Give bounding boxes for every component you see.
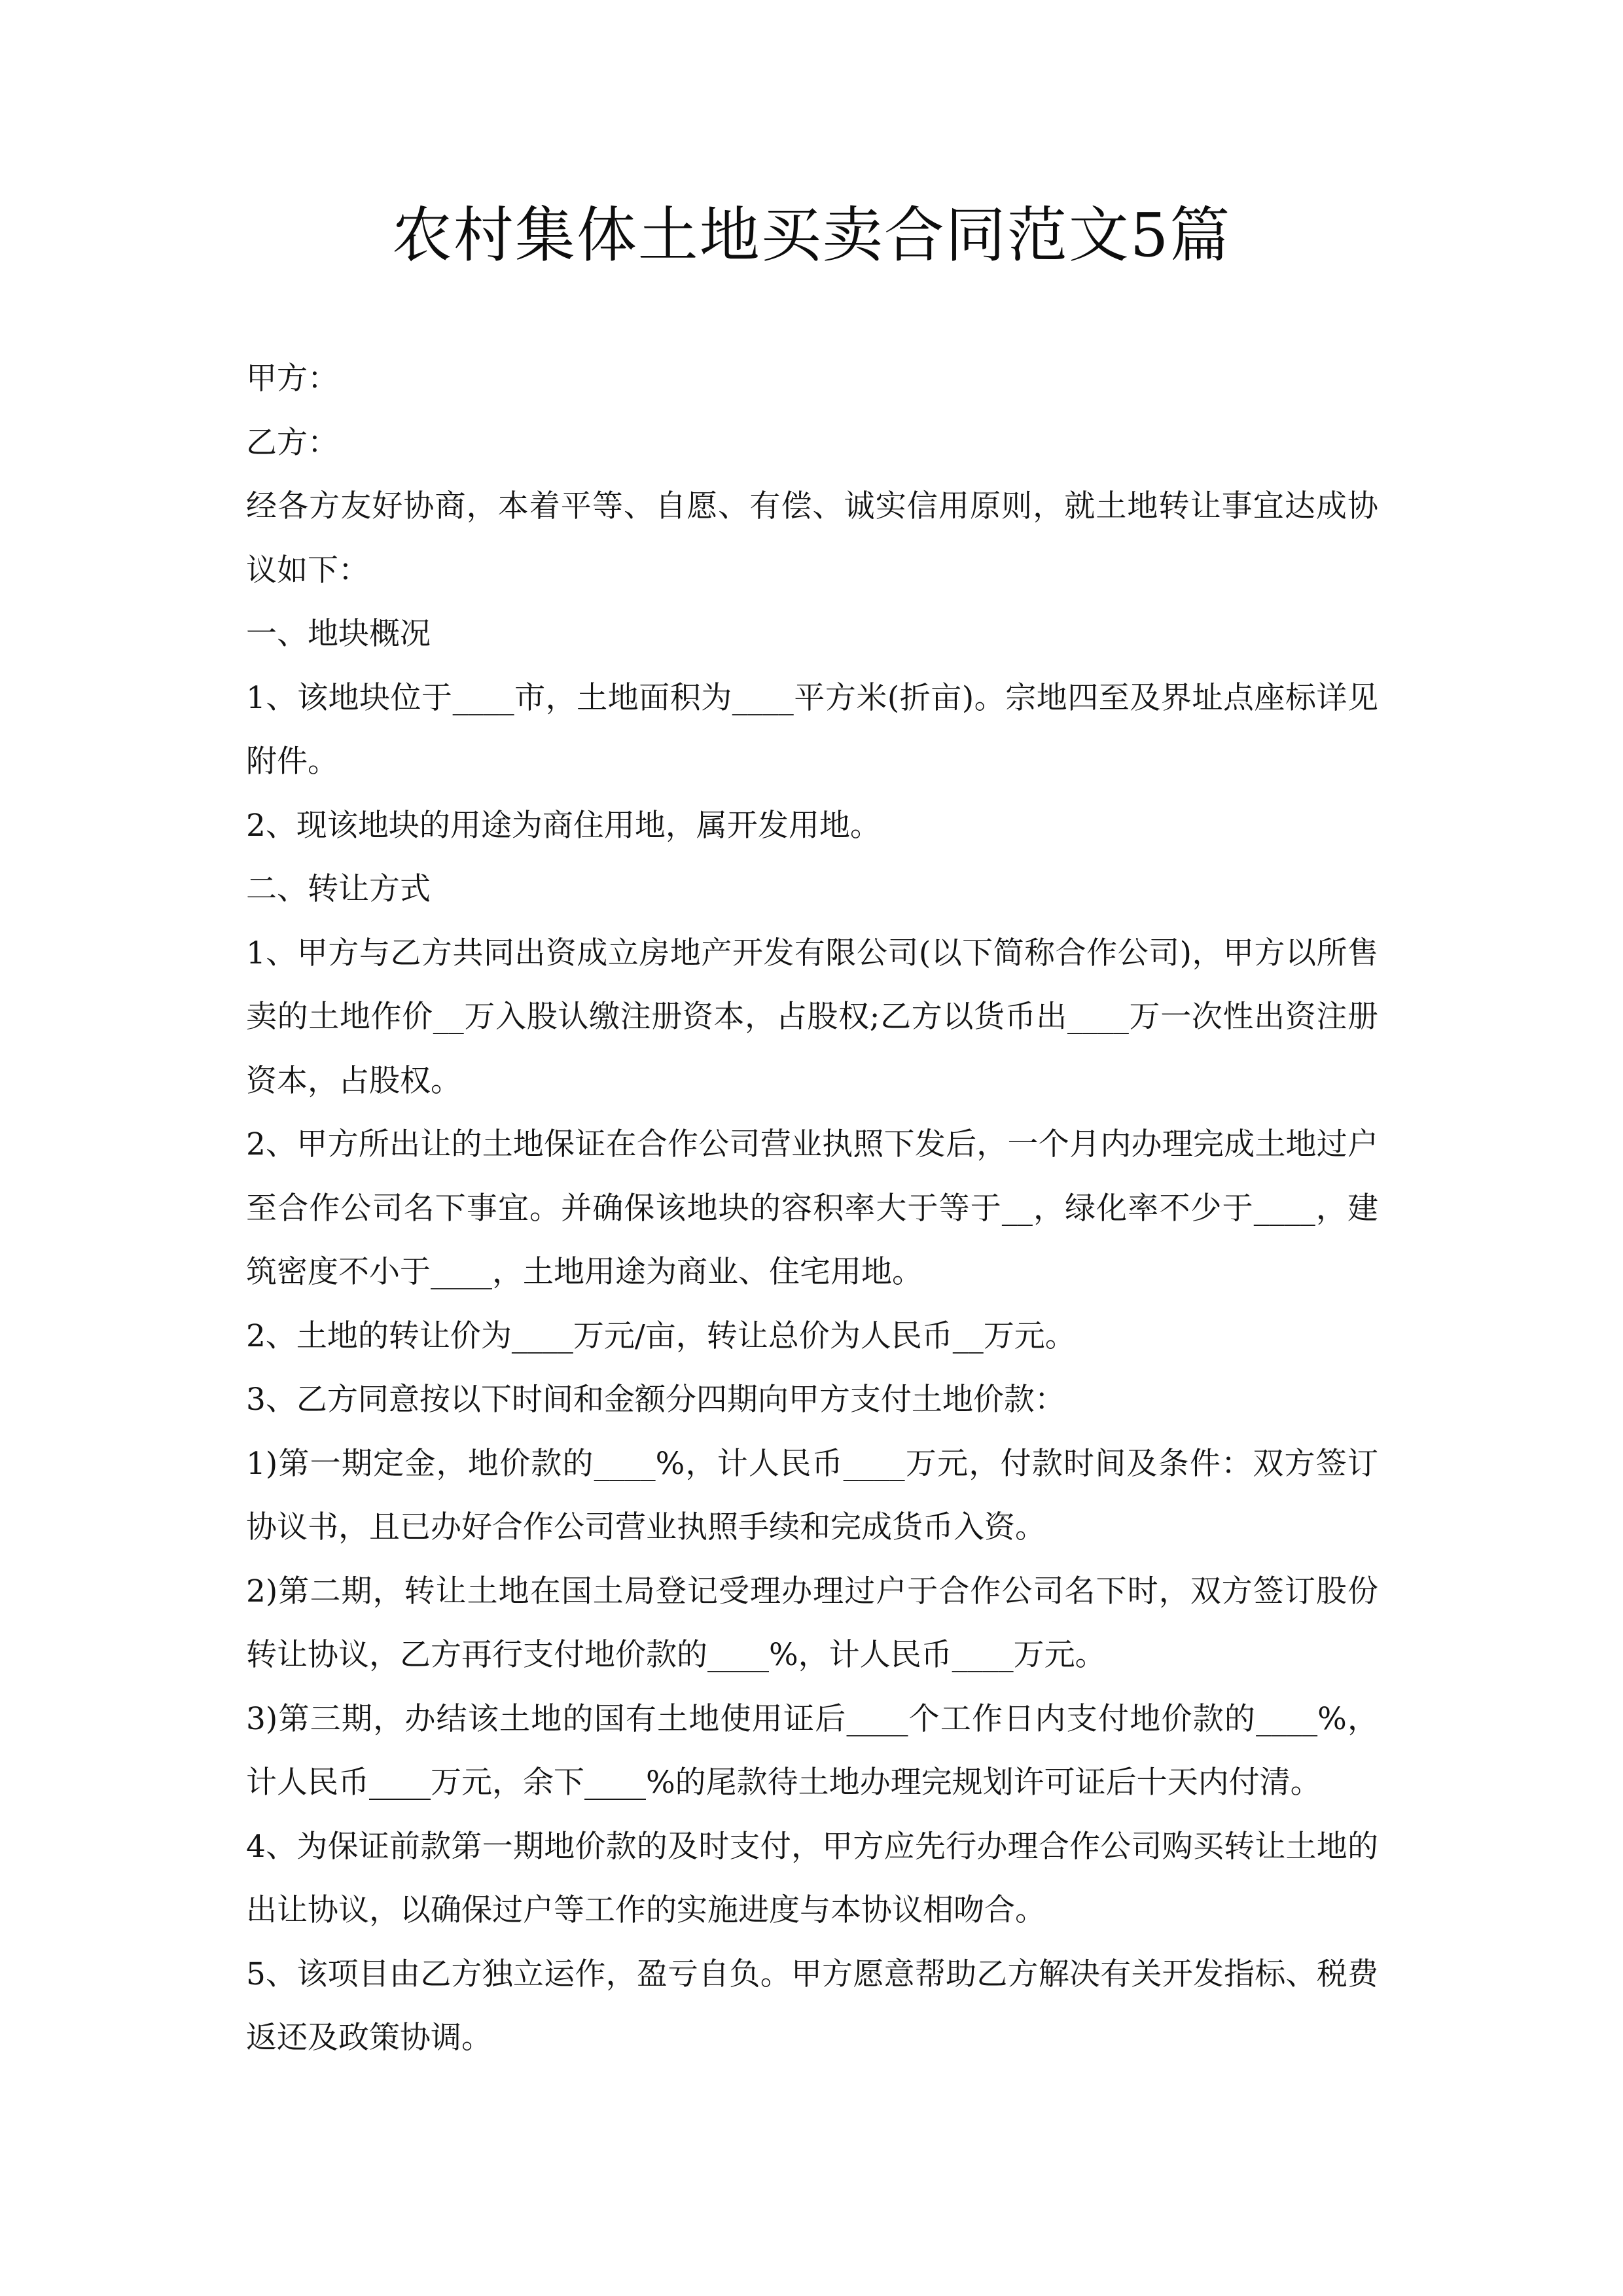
- preamble-paragraph: 经各方友好协商，本着平等、自愿、有偿、诚实信用原则，就土地转让事宜达成协议如下：: [246, 488, 1378, 588]
- section-heading-transfer-method: 二、转让方式: [246, 871, 431, 907]
- clause-land-use: 2、现该地块的用途为商住用地，属开发用地。: [246, 807, 881, 844]
- clause-payment-schedule: 3、乙方同意按以下时间和金额分四期向甲方支付土地价款：: [246, 1382, 1065, 1418]
- payment-phase-1: 1)第一期定金，地价款的____%，计人民币____万元，付款时间及条件：双方签订协议书，且已办好合作公司营业执照手续和完成货币入资。: [246, 1445, 1378, 1545]
- clause-transfer-price: 2、土地的转让价为____万元/亩，转让总价为人民币__万元。: [246, 1318, 1076, 1354]
- clause-title-transfer: 2、甲方所出让的土地保证在合作公司营业执照下发后，一个月内办理完成土地过户至合作公司名下事宜。并确保该地块的容积率大于等于__，绿化率不少于____，建筑密度不小于____，土地用途为商业、住宅用地。: [246, 1126, 1378, 1290]
- document-title: 农村集体土地买卖合同范文5篇: [391, 200, 1232, 270]
- party-a-line: 甲方：: [246, 361, 338, 397]
- clause-land-location: 1、该地块位于____市，土地面积为____平方米(折亩)。宗地四至及界址点座标详见附件。: [246, 679, 1378, 780]
- document-body: [246, 347, 1378, 2070]
- clause-payment-guarantee: 4、为保证前款第一期地价款的及时支付，甲方应先行办理合作公司购买转让土地的出让协议，以确保过户等工作的实施进度与本协议相吻合。: [246, 1828, 1378, 1928]
- party-b-line: 乙方：: [246, 424, 338, 461]
- section-heading-land-overview: 一、地块概况: [246, 616, 431, 652]
- payment-phase-2: 2)第二期，转让土地在国土局登记受理办理过户于合作公司名下时，双方签订股份转让协议，乙方再行支付地价款的____%，计人民币____万元。: [246, 1573, 1378, 1673]
- clause-independent-operation: 5、该项目由乙方独立运作，盈亏自负。甲方愿意帮助乙方解决有关开发指标、税费返还及政策协调。: [246, 1956, 1378, 2056]
- clause-joint-company: 1、甲方与乙方共同出资成立房地产开发有限公司(以下简称合作公司)，甲方以所售卖的土地作价__万入股认缴注册资本，占股权;乙方以货币出____万一次性出资注册资本，占股权。: [246, 935, 1378, 1099]
- payment-phase-3: 3)第三期，办结该土地的国有土地使用证后____个工作日内支付地价款的____%，计人民币____万元，余下____%的尾款待土地办理完规划许可证后十天内付清。: [246, 1700, 1378, 1801]
